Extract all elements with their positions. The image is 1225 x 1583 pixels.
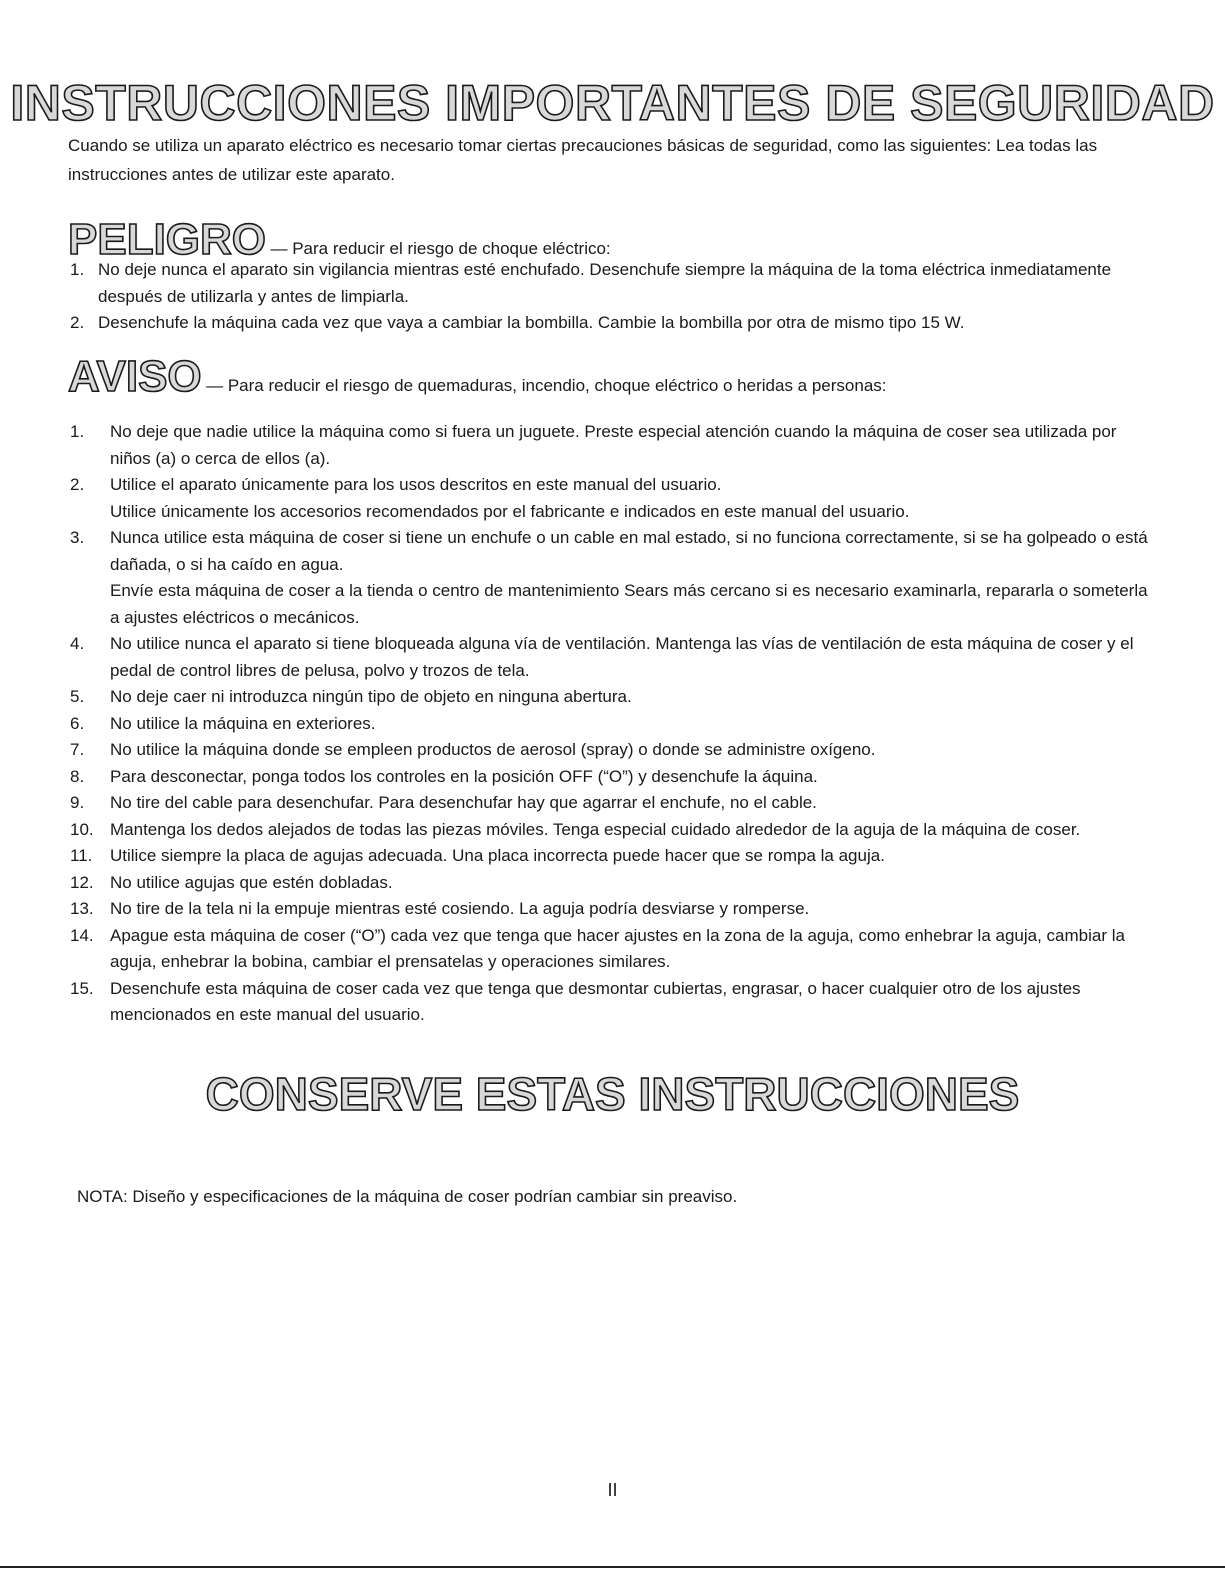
- peligro-list: [70, 257, 1150, 337]
- list-item: [70, 257, 1150, 310]
- item-text-continued: Utilice únicamente los accesorios recomendados por el fabricante e indicados en este manual del usuario.: [110, 501, 910, 521]
- list-item: [70, 790, 1150, 817]
- item-number: 7.: [70, 740, 85, 759]
- aviso-title: AVISO: [68, 352, 202, 401]
- item-text: No deje nunca el aparato sin vigilancia mientras esté enchufado. Desenchufe siempre la máquina de la toma eléctrica inmediatamente después de utilizarla y antes de limpiarla.: [98, 260, 1112, 306]
- item-text: Para desconectar, ponga todos los controles en la posición OFF (“O”) y desenchufe la áquina.: [110, 766, 818, 786]
- list-item: [70, 631, 1150, 684]
- list-item: [70, 843, 1150, 870]
- item-text: No utilice la máquina en exteriores.: [110, 713, 376, 733]
- item-number: 8.: [70, 766, 85, 786]
- item-number: 1.: [70, 260, 85, 279]
- item-number: 15.: [70, 978, 94, 998]
- item-number: 11.: [70, 846, 93, 865]
- item-text: Mantenga los dedos alejados de todas las piezas móviles. Tenga especial cuidado alrededor de la aguja de la máquina de coser.: [110, 819, 1081, 839]
- list-item: [70, 764, 1150, 791]
- item-number: 2.: [70, 475, 85, 494]
- list-item: [70, 976, 1150, 1029]
- list-item: [70, 896, 1150, 923]
- item-text: Desenchufe esta máquina de coser cada vez que tenga que desmontar cubiertas, engrasar, o hacer cualquier otro de los ajustes mencionados en este manual del usuario.: [110, 978, 1081, 1024]
- item-text: Apague esta máquina de coser (“O”) cada vez que tenga que hacer ajustes en la zona de la aguja, como enhebrar la aguja, cambiar la aguja, enhebrar la bobina, cambiar el prensatelas y operaciones similares.: [110, 925, 1125, 971]
- item-number: 10.: [70, 819, 94, 839]
- list-item: [70, 419, 1150, 472]
- item-number: 6.: [70, 713, 85, 733]
- item-number: 5.: [70, 687, 85, 706]
- item-text: No deje caer ni introduzca ningún tipo de objeto en ninguna abertura.: [110, 687, 632, 706]
- item-number: 3.: [70, 528, 85, 547]
- intro-paragraph: Cuando se utiliza un aparato eléctrico es necesario tomar ciertas precauciones básicas de seguridad, como las siguientes: Lea todas las instrucciones antes de utilizar este aparato.: [68, 136, 1098, 184]
- list-item: [70, 870, 1150, 897]
- page-title: INSTRUCCIONES IMPORTANTES DE SEGURIDAD: [10, 75, 1215, 131]
- item-number: 9.: [70, 793, 85, 812]
- aviso-subheading: — Para reducir el riesgo de quemaduras, incendio, choque eléctrico o heridas a personas:: [206, 376, 887, 395]
- item-text: Nunca utilice esta máquina de coser si tiene un enchufe o un cable en mal estado, si no funciona correctamente, si se ha golpeado o está dañada, o si ha caído en agua.: [110, 528, 1148, 574]
- list-item: [70, 472, 1150, 525]
- list-item: [70, 684, 1150, 711]
- list-item: [70, 525, 1150, 631]
- list-item: [70, 923, 1150, 976]
- item-number: 14.: [70, 925, 94, 945]
- item-text: No utilice nunca el aparato si tiene bloqueada alguna vía de ventilación. Mantenga las vías de ventilación de esta máquina de coser y el pedal de control libres de pelusa, polvo y trozos de tela.: [110, 634, 1134, 680]
- item-text: No utilice la máquina donde se empleen productos de aerosol (spray) o donde se administre oxígeno.: [110, 740, 876, 759]
- item-text: Utilice el aparato únicamente para los usos descritos en este manual del usuario.: [110, 475, 722, 494]
- page-number: II: [607, 1480, 618, 1500]
- list-item: [70, 711, 1150, 738]
- item-text: No utilice agujas que estén dobladas.: [110, 872, 393, 892]
- peligro-subheading: — Para reducir el riesgo de choque eléctrico:: [270, 239, 611, 258]
- item-text: No tire de la tela ni la empuje mientras esté cosiendo. La aguja podría desviarse y romperse.: [110, 899, 810, 918]
- aviso-heading: [68, 352, 887, 402]
- note-text: NOTA: Diseño y especificaciones de la máquina de coser podrían cambiar sin preaviso.: [77, 1187, 738, 1206]
- list-item: [70, 817, 1150, 844]
- item-text-continued: Envíe esta máquina de coser a la tienda o centro de mantenimiento Sears más cercano si es necesario examinarla, repararla o someterla a ajustes eléctricos o mecánicos.: [110, 581, 1148, 627]
- item-number: 13.: [70, 899, 94, 918]
- item-text: No tire del cable para desenchufar. Para desenchufar hay que agarrar el enchufe, no el cable.: [110, 793, 817, 812]
- list-item: [70, 310, 1150, 337]
- item-text: No deje que nadie utilice la máquina como si fuera un juguete. Preste especial atención cuando la máquina de coser sea utilizada por niños (a) o cerca de ellos (a).: [110, 422, 1117, 468]
- aviso-list: [70, 419, 1150, 1029]
- peligro-title: PELIGRO: [68, 215, 267, 264]
- bottom-rule: [0, 1566, 1225, 1568]
- list-item: [70, 737, 1150, 764]
- item-number: 2.: [70, 313, 85, 332]
- item-text: Utilice siempre la placa de agujas adecuada. Una placa incorrecta puede hacer que se rompa la aguja.: [110, 846, 885, 865]
- save-instructions-title: CONSERVE ESTAS INSTRUCCIONES: [205, 1068, 1020, 1120]
- item-number: 1.: [70, 422, 85, 441]
- item-text: Desenchufe la máquina cada vez que vaya a cambiar la bombilla. Cambie la bombilla por otra de mismo tipo 15 W.: [98, 313, 965, 332]
- item-number: 12.: [70, 872, 94, 892]
- item-number: 4.: [70, 634, 85, 653]
